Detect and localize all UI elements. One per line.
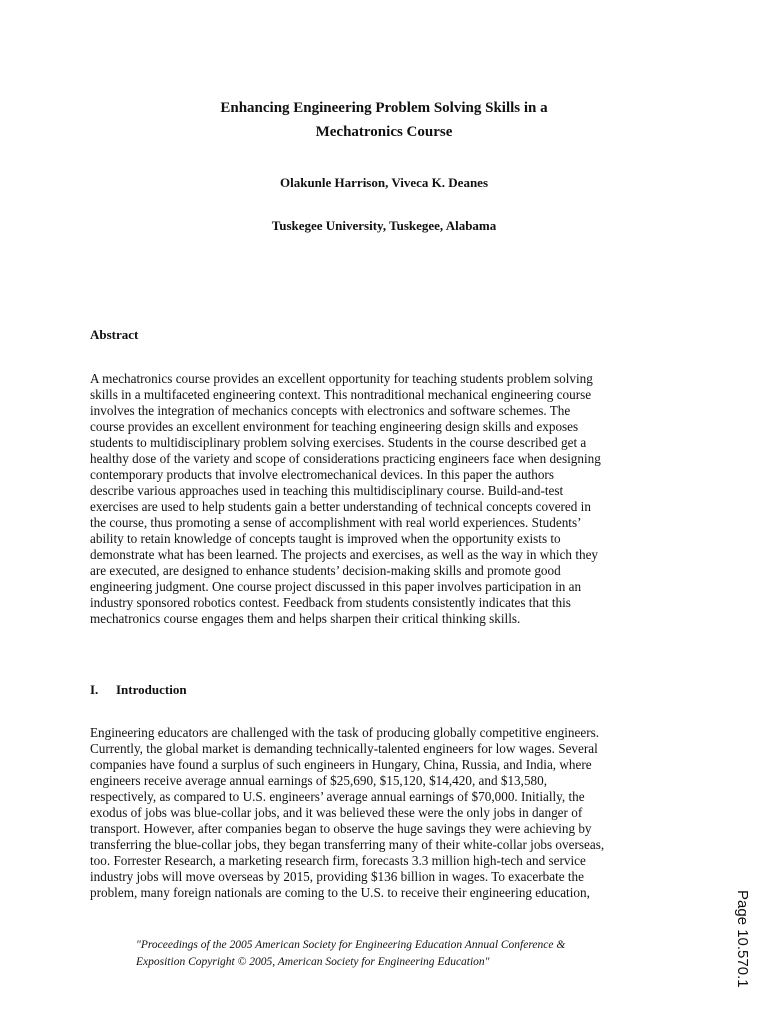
abstract-line: ability to retain knowledge of concepts taught is improved when the opportunity exists to [90, 531, 561, 546]
footer-line-1: "Proceedings of the 2005 American Society for Engineering Education Annual Conference & [136, 939, 566, 951]
abstract-line: demonstrate what has been learned. The projects and exercises, as well as the way in which they [90, 547, 599, 562]
section-number: I. [90, 682, 99, 697]
abstract-line: exercises are used to help students gain a better understanding of technical concepts covered in [90, 499, 591, 514]
section-title: Introduction [116, 682, 187, 697]
footer-line-2: Exposition Copyright © 2005, American Society for Engineering Education" [136, 956, 490, 968]
abstract-line: contemporary products that involve electromechanical devices. In this paper the authors [90, 467, 554, 482]
introduction-line: industry jobs will move overseas by 2015, providing $136 billion in wages. To exacerbate the [90, 869, 585, 884]
abstract-paragraph [90, 371, 686, 627]
abstract-line: are executed, are designed to enhance students’ decision-making skills and promote good [90, 563, 561, 578]
introduction-line: transferring the blue-collar jobs, they began transferring many of their white-collar jobs overseas, [90, 837, 605, 852]
introduction-paragraph [90, 725, 686, 901]
abstract-line: A mechatronics course provides an excellent opportunity for teaching students problem solving [90, 371, 593, 386]
introduction-line: transport. However, after companies began to observe the huge savings they were achieving by [90, 821, 592, 836]
introduction-line: Currently, the global market is demanding technically-talented engineers for low wages. Several [90, 741, 598, 756]
abstract-line: healthy dose of the variety and scope of considerations practicing engineers face when designing [90, 451, 601, 466]
introduction-line: problem, many foreign nationals are coming to the U.S. to receive their engineering education, [90, 885, 590, 900]
abstract-line: students to multidisciplinary problem solving exercises. Students in the course described get a [90, 435, 587, 450]
introduction-line: companies have found a surplus of such engineers in Hungary, China, Russia, and India, where [90, 757, 592, 772]
introduction-line: exodus of jobs was blue-collar jobs, and it was believed these were the only jobs in danger of [90, 805, 583, 820]
author-affiliation: Tuskegee University, Tuskegee, Alabama [271, 218, 497, 233]
page-number-label: Page 10.570.1 [734, 890, 751, 988]
abstract-line: course provides an excellent environment for teaching engineering design skills and exposes [90, 419, 579, 434]
author-list: Olakunle Harrison, Viveca K. Deanes [280, 175, 488, 190]
abstract-line: involves the integration of mechanics concepts with electronics and software schemes. The [90, 403, 571, 418]
introduction-heading [90, 681, 187, 699]
introduction-line: engineers receive average annual earnings of $25,690, $15,120, $14,420, and $13,580, [90, 773, 548, 788]
abstract-line: engineering judgment. One course project discussed in this paper involves participation in an [90, 579, 582, 594]
abstract-line: describe various approaches used in teaching this multidisciplinary course. Build-and-test [90, 483, 564, 498]
abstract-line: industry sponsored robotics contest. Feedback from students consistently indicates that this [90, 595, 571, 610]
abstract-line: the course, thus promoting a sense of accomplishment with real world experiences. Students’ [90, 515, 582, 530]
introduction-line: respectively, as compared to U.S. engineers’ average annual earnings of $70,000. Initially, the [90, 789, 585, 804]
proceedings-footer [136, 937, 656, 971]
introduction-line: too. Forrester Research, a marketing research firm, forecasts 3.3 million high-tech and service [90, 853, 586, 868]
abstract-line: skills in a multifaceted engineering context. This nontraditional mechanical engineering course [90, 387, 592, 402]
abstract-line: mechatronics course engages them and helps sharpen their critical thinking skills. [90, 611, 521, 626]
introduction-line: Engineering educators are challenged with the task of producing globally competitive engineers. [90, 725, 600, 740]
paper-title-line-1: Enhancing Engineering Problem Solving Skills in a [220, 100, 548, 116]
paper-title-line-2: Mechatronics Course [315, 124, 453, 140]
abstract-heading: Abstract [90, 327, 139, 342]
